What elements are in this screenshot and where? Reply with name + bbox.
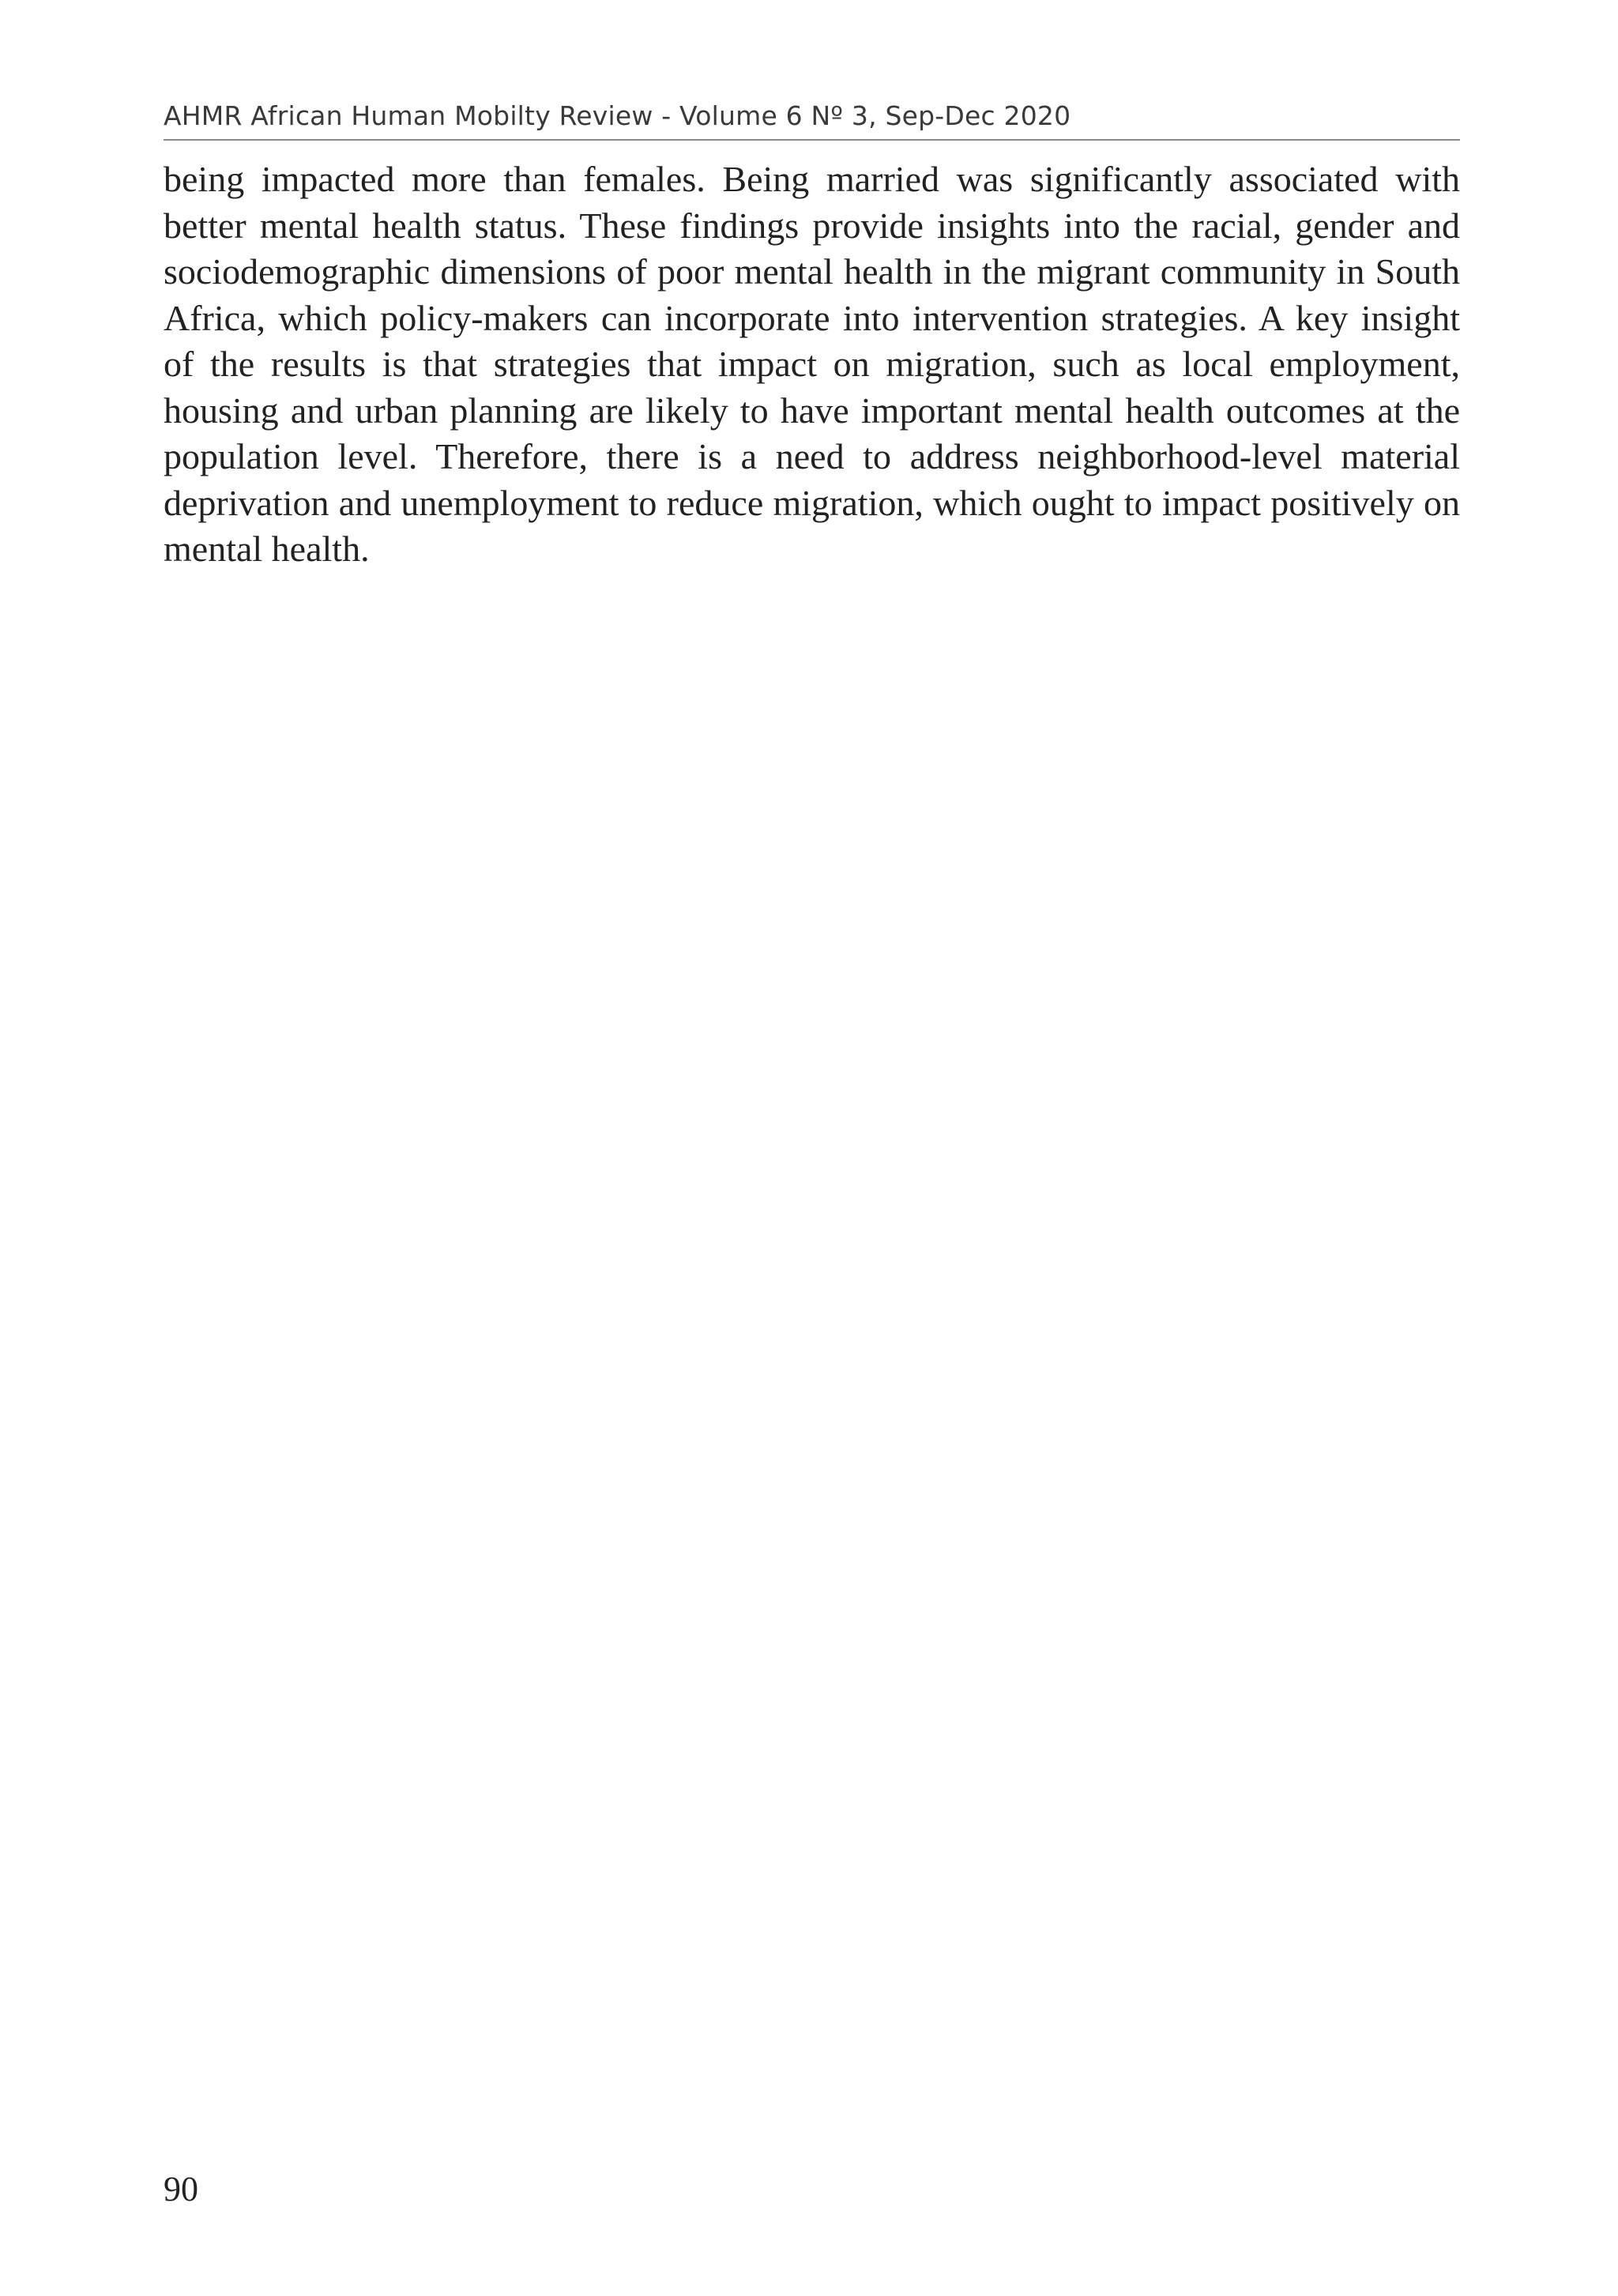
running-header: [164, 101, 1460, 141]
page-number: 90: [164, 2170, 198, 2208]
journal-running-title: AHMR African Human Mobilty Review - Volume 6 Nº 3, Sep-Dec 2020: [164, 100, 1071, 131]
body-paragraph: being impacted more than females. Being married was significantly associated with better mental health status. These findings provide insights into the racial, gender and sociodemographic dimensions of poor mental health in the migrant community in South Africa, which policy-makers can incorporate into intervention strategies. A key insight of the results is that strategies that impact on migration, such as local employment, housing and urban planning are likely to have important mental health outcomes at the population level. Therefore, there is a need to address neighborhood-level material deprivation and unemployment to reduce migration, which ought to impact positively on mental health.: [164, 159, 1460, 569]
